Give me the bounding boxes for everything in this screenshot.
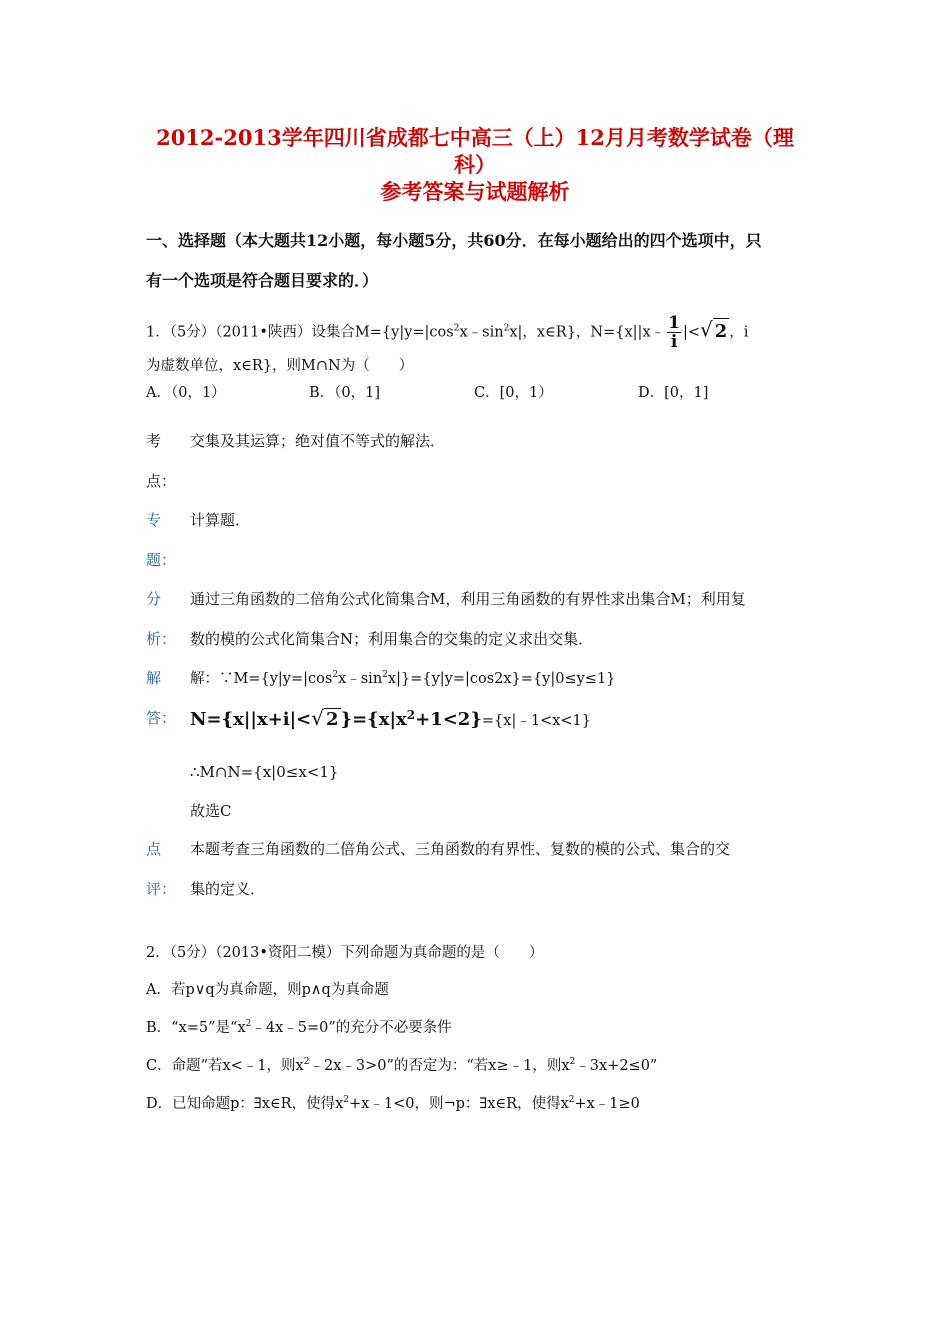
page-title-line2: 科）: [454, 152, 496, 177]
q1-option-d: D．[0，1]: [638, 385, 709, 401]
kaodian-text: 交集及其运算；绝对值不等式的解法．: [190, 432, 446, 450]
q1-fraction: $\frac{1}{i}$: [668, 313, 680, 352]
jieda-line2: N={x||x+i|<√ 2 }$=\{x|x^2+1<2\}=\{x|﹣1<x<1\}$: [190, 706, 591, 730]
fenxi-label-1: 分: [146, 590, 162, 608]
q2-option-b: B．“x=5”是“$x^2﹣4x﹣5=0$”的充分不必要条件: [146, 1019, 452, 1036]
zhuanti-label-1: 专: [146, 511, 162, 529]
page-title-line1: 2012-2013学年四川省成都七中高三（上）12月月考数学试卷（理: [156, 125, 794, 150]
jieda-label-1: 解: [146, 669, 162, 687]
q1-option-b: B．（0，1]: [309, 385, 381, 401]
jieda-line3: ∴M∩N={x|0≤x<1}: [190, 763, 339, 781]
jieda-label-2: 答：: [146, 709, 177, 727]
dianping-line1: 本题考查三角函数的二倍角公式、三角函数的有界性、复数的模的公式、集合的交: [190, 840, 731, 858]
zhuanti-label-2: 题：: [146, 551, 177, 569]
fenxi-line2: 数的模的公式化简集合N；利用集合的交集的定义求出交集．: [190, 630, 594, 648]
fenxi-label-2: 析：: [146, 630, 177, 648]
kaodian-label-2: 点：: [146, 472, 177, 490]
kaodian-label-1: 考: [146, 432, 162, 450]
q1-stem-line1: 1．（5分）（2011•陕西）设集合$M=\{y|y=|\cos^2x﹣\sin^2x|$，x∈R}，N={x||x﹣ $\frac{1}{i}$ |<√ 2 ，i: [146, 313, 749, 352]
section-header-line1: 一、选择题（本大题共12小题，每小题5分，共60分．在每小题给出的四个选项中，只: [146, 231, 762, 250]
q1-option-a: A．（0，1）: [146, 385, 226, 401]
dianping-label-1: 点: [146, 840, 162, 858]
section-header-line2: 有一个选项是符合题目要求的．）: [146, 271, 379, 290]
dianping-line2: 集的定义．: [190, 880, 266, 898]
q1-option-c: C．[0，1）: [474, 385, 553, 401]
jieda-line4: 故选C: [190, 802, 232, 820]
q1-stem-line2: 为虚数单位，x∈R}，则M∩N为（ ）: [146, 358, 414, 374]
fenxi-line1: 通过三角函数的二倍角公式化简集合M，利用三角函数的有界性求出集合M；利用复: [190, 590, 746, 608]
zhuanti-text: 计算题．: [190, 511, 251, 529]
q1-sqrt: 2: [713, 318, 730, 345]
jieda-line1: 解：$\because M=\{y|y=|\cos^2x﹣\sin^2x|\}=\{y|y=|\cos 2x\}=\{y|0\le y\le 1\}$: [190, 670, 616, 687]
q2-option-d: D．已知命题p：∃x∈R，使得$x^2+x﹣1<0$，则¬p：∃x∈R，使得$x^2+x﹣1\ge 0$: [146, 1095, 640, 1112]
q2-option-a: A．若p∨q为真命题，则p∧q为真命题: [146, 982, 389, 998]
q2-option-c: C．命题“若x<﹣1，则$x^2﹣2x﹣3>0$”的否定为：“若x≥﹣1，则$x^2﹣3x+2\le 0$”: [146, 1057, 658, 1074]
q2-stem: 2．（5分）（2013•资阳二模）下列命题为真命题的是（ ）: [146, 945, 544, 961]
page-subtitle: 参考答案与试题解析: [380, 179, 570, 204]
dianping-label-2: 评：: [146, 880, 177, 898]
